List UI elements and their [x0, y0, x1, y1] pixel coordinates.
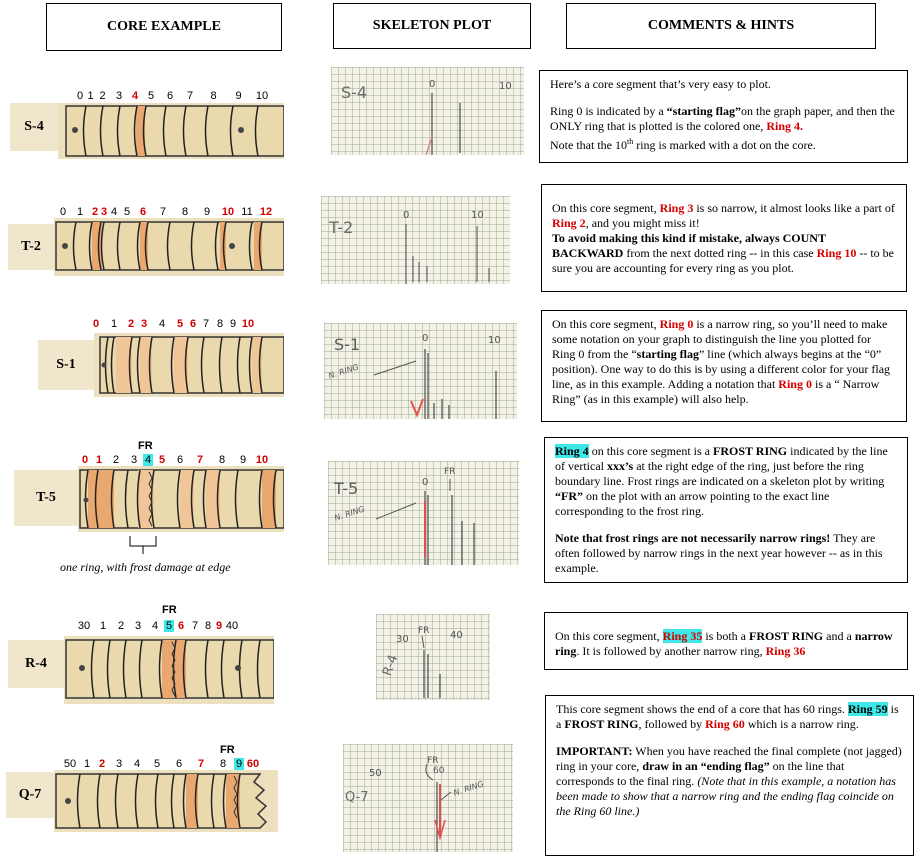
comment-text: is a “ Narrow Ring” (as in this example) will also help. — [552, 377, 880, 406]
ring-num: 11 — [241, 206, 253, 218]
ring-num: 8 — [181, 206, 189, 218]
ring-num: 5 — [165, 620, 173, 632]
ring-numbers-s4 — [75, 90, 273, 102]
core-label-s1: S-1 — [38, 340, 94, 390]
comment-text: To avoid making this kind if mistake — [552, 231, 739, 245]
ring-num: 1 — [83, 758, 91, 770]
plot-lines-s4 — [331, 67, 524, 155]
ring-num: 3 — [115, 90, 123, 102]
plot-note: N. RING — [452, 779, 485, 798]
comment-text: FROST RING — [713, 444, 788, 458]
comment-text: Note that frost rings are not necessarily narrow rings! — [555, 531, 831, 545]
plot-num: 0 — [429, 79, 436, 90]
ring-num: 9 — [239, 454, 247, 466]
skeleton-plot-q7 — [343, 744, 513, 852]
ring-num: 5 — [147, 90, 155, 102]
ring-num: 7 — [186, 90, 194, 102]
ring-num: 0 — [92, 318, 100, 330]
ring-num: 8 — [219, 758, 227, 770]
comment-text: Ring 3 — [659, 201, 694, 215]
comment-text: Ring 0 — [659, 317, 694, 331]
ring-num: 6 — [166, 90, 174, 102]
comment-text: , followed by — [638, 717, 706, 731]
ring-num: 10 — [255, 454, 269, 466]
comment-text: Ring 0 is indicated by a — [550, 104, 667, 118]
core-label-t5: T-5 — [14, 470, 78, 526]
plot-label: R-4 — [380, 652, 402, 679]
ring-num: 0 — [81, 454, 89, 466]
ring-num: 2 — [117, 620, 125, 632]
plot-num: 50 — [369, 768, 382, 779]
comment-text: Ring 59 — [847, 702, 888, 716]
core-segment-r4 — [64, 636, 274, 704]
comment-text: which is a narrow ring. — [744, 717, 859, 731]
header-core-example — [46, 3, 282, 51]
skeleton-plot-t5 — [328, 461, 519, 565]
comment-text: -- to be sure you are accounting for every ring as you plot. — [552, 246, 894, 275]
comment-text: ” line (which always begins at the “0” position). One way to do this is by using a different color for your flag line, as in this example. Adding a notation that — [552, 347, 891, 391]
ring-num: 10 — [221, 206, 235, 218]
ring-num: 5 — [123, 206, 131, 218]
comment-text: on the line that corresponds to the final ring. — [556, 759, 845, 788]
comment-text: is so narrow, it almost looks like a part of — [693, 201, 895, 215]
header-core-text: CORE EXAMPLE — [107, 19, 221, 34]
ring-num: 1 — [99, 620, 107, 632]
ring-num: 3 — [140, 318, 148, 330]
ring-num: 5 — [176, 318, 184, 330]
ring-num: 4 — [110, 206, 118, 218]
ring-num: 1 — [76, 206, 84, 218]
ring-num: 9 — [235, 90, 242, 102]
comment-text: “FR” — [555, 489, 583, 503]
plot-num: 10 — [471, 210, 484, 221]
ring-num: 7 — [196, 454, 204, 466]
comment-text: and a — [823, 629, 855, 643]
ring-num: 8 — [210, 90, 217, 102]
ring-numbers-r4 — [74, 620, 240, 632]
plot-num: 0 — [422, 333, 429, 344]
comment-text: , and you might miss it! — [585, 216, 700, 230]
core-segment-q7 — [54, 770, 278, 832]
ring-num: 5 — [153, 758, 161, 770]
core-label-r4: R-4 — [8, 640, 64, 688]
comment-text: On this core segment, — [552, 317, 660, 331]
comment-text: Ring 60 — [705, 717, 745, 731]
plot-lines-t5 — [328, 461, 519, 565]
plot-lines-r4 — [376, 614, 490, 700]
ring-num: 8 — [204, 620, 212, 632]
ring-num: 8 — [216, 318, 224, 330]
comment-text: FROST RING — [749, 629, 824, 643]
ring-num: 6 — [189, 318, 197, 330]
comment-text: (Note that in this example, a notation has been made to show that a narrow ring and the ending flag coincide on the Ring 60 line.) — [556, 774, 896, 818]
ring-numbers-s1 — [89, 318, 257, 330]
header-skeleton-plot — [333, 3, 531, 49]
comment-box-s1 — [541, 310, 907, 422]
ring-num: 50 — [63, 758, 77, 770]
comment-text: is both a — [702, 629, 750, 643]
ring-numbers-q7 — [60, 758, 262, 770]
ring-num: 12 — [259, 206, 273, 218]
ring-num: 6 — [139, 206, 147, 218]
comment-text: xxx’s — [606, 459, 634, 473]
comment-text: draw in an “ending flag” — [642, 759, 770, 773]
comment-text: Ring 36 — [765, 644, 806, 658]
comment-box-r4 — [544, 612, 908, 670]
comment-text: Here’s a core segment that’s very easy to plot. — [550, 77, 771, 91]
ring-num: 5 — [158, 454, 166, 466]
comment-text: Ring 10 — [816, 246, 857, 260]
plot-label: S-1 — [334, 335, 361, 354]
comment-text: is a — [556, 702, 899, 731]
ring-numbers-t5 — [79, 454, 271, 466]
plot-fr: FR — [427, 756, 439, 766]
ring-num: 3 — [134, 620, 142, 632]
bracket-t5 — [128, 536, 158, 556]
ring-num: 0 — [76, 90, 84, 102]
fr-label-q7: FR — [220, 744, 235, 756]
comment-text: Ring 4 — [555, 444, 589, 458]
ring-num: 0 — [59, 206, 67, 218]
skeleton-plot-s4 — [331, 67, 524, 155]
comment-text: starting flag — [636, 347, 699, 361]
ring-num: 6 — [175, 758, 183, 770]
ring-num: 9 — [235, 758, 243, 770]
ring-num: 7 — [202, 318, 210, 330]
plot-num: 60 — [433, 766, 445, 776]
comment-box-t2 — [541, 184, 907, 292]
core-segment-s1 — [94, 333, 284, 397]
ring-numbers-t2 — [56, 206, 276, 218]
plot-num: 10 — [488, 335, 501, 346]
comment-text: IMPORTANT: — [556, 744, 633, 758]
ring-num: 3 — [100, 206, 108, 218]
comment-text: On this core segment, — [552, 201, 660, 215]
comment-text: on the plot with an arrow pointing to the exact line corresponding to the frost ring. — [555, 489, 830, 518]
comment-text: When you have reached the final complete (not jagged) ring in your core, — [556, 744, 902, 773]
comment-box-q7 — [545, 695, 914, 856]
ring-num: 1 — [87, 90, 94, 102]
ring-num: 40 — [225, 620, 239, 632]
comment-text: on the graph paper, and then the ONLY ring that is plotted is the colored one, — [550, 104, 895, 133]
ring-num: 3 — [130, 454, 138, 466]
comment-text: narrow ring — [555, 629, 893, 658]
ring-num: 1 — [95, 454, 103, 466]
plot-num: 30 — [396, 634, 409, 645]
core-label-t2: T-2 — [8, 224, 54, 270]
ring-num: 9 — [215, 620, 223, 632]
skeleton-plot-r4 — [376, 614, 490, 700]
comment-text: at the right edge of the ring, just before the ring boundary line. Frost rings are indicated on a skeleton plot by writing — [555, 459, 885, 488]
core-label-s4: S-4 — [10, 103, 58, 151]
ring-num: 9 — [203, 206, 211, 218]
core-label-q7: Q-7 — [6, 772, 54, 818]
plot-note: N. RING — [327, 362, 360, 381]
ring-num: 7 — [197, 758, 205, 770]
comment-text: is a narrow ring, so you’ll need to make some notation on your graph to distinguish the line you plotted for Ring 0 from the “ — [552, 317, 888, 361]
ring-num: 6 — [176, 454, 184, 466]
comment-box-t5 — [544, 437, 908, 583]
comment-text: FROST RING — [564, 717, 639, 731]
ring-num: 2 — [112, 454, 120, 466]
ring-num: 1 — [110, 318, 118, 330]
comment-text: “starting flag” — [666, 104, 741, 118]
plot-num: 0 — [422, 477, 429, 488]
plot-label: S-4 — [341, 83, 368, 102]
ring-num: 4 — [151, 620, 159, 632]
plot-lines-q7 — [343, 744, 513, 852]
plot-num: 0 — [403, 210, 410, 221]
comment-text: Note that the 10 — [550, 138, 627, 152]
ring-num: 4 — [158, 318, 166, 330]
core-segment-s4 — [58, 103, 284, 159]
comment-text: th — [626, 137, 634, 146]
comment-text: , always COUNT BACKWARD — [552, 231, 826, 260]
ring-num: 6 — [177, 620, 185, 632]
plot-label: T-5 — [334, 479, 359, 498]
comment-text: indicated by the line of vertical — [555, 444, 888, 473]
ring-num: 4 — [133, 758, 141, 770]
comment-text: Ring 4. — [766, 119, 803, 133]
header-comments-text: COMMENTS & HINTS — [647, 18, 795, 33]
core-segment-t5 — [78, 466, 284, 532]
comment-text: on this core segment is a — [588, 444, 713, 458]
comment-text: They are often followed by narrow rings in the next year however -- as in this example. — [555, 531, 883, 575]
comment-text: ring is marked with a dot on the core. — [633, 138, 816, 152]
plot-fr: FR — [418, 626, 430, 636]
comment-text: Ring 0 — [778, 377, 812, 391]
skeleton-plot-s1 — [324, 323, 517, 419]
header-skeleton-text: SKELETON PLOT — [372, 18, 492, 33]
plot-lines-t2 — [321, 196, 510, 284]
comment-text: On this core segment, — [555, 629, 663, 643]
ring-num: 2 — [91, 206, 99, 218]
ring-num: 9 — [229, 318, 237, 330]
plot-num: 40 — [450, 630, 463, 641]
skeleton-plot-t2 — [321, 196, 510, 284]
plot-num: 10 — [499, 81, 512, 92]
comment-text: Ring 35 — [662, 629, 703, 643]
ring-num: 2 — [99, 90, 106, 102]
comment-box-s4 — [539, 70, 908, 163]
ring-num: 7 — [191, 620, 199, 632]
ring-num: 10 — [255, 90, 269, 102]
ring-num: 4 — [131, 90, 139, 102]
ring-num: 10 — [241, 318, 255, 330]
ring-num: 2 — [98, 758, 106, 770]
comment-text: Ring 2 — [552, 216, 586, 230]
ring-num: 30 — [77, 620, 91, 632]
header-comments-hints — [566, 3, 876, 49]
ring-num: 8 — [218, 454, 226, 466]
comment-text: This core segment shows the end of a core that has 60 rings. — [556, 702, 848, 716]
ring-num: 4 — [144, 454, 152, 466]
comment-text: . It is followed by another narrow ring, — [576, 644, 766, 658]
ring-num: 60 — [246, 758, 260, 770]
plot-note: N. RING — [333, 504, 366, 523]
core-segment-t2 — [54, 218, 284, 276]
plot-label: T-2 — [329, 218, 354, 237]
plot-label: Q-7 — [345, 790, 369, 805]
ring-num: 2 — [127, 318, 135, 330]
caption-t5: one ring, with frost damage at edge — [60, 560, 231, 574]
plot-fr: FR — [444, 467, 456, 477]
comment-text: from the next dotted ring -- in this case — [623, 246, 817, 260]
fr-label-r4: FR — [162, 604, 177, 616]
plot-lines-s1 — [324, 323, 517, 419]
fr-label-t5: FR — [138, 440, 153, 452]
ring-num: 7 — [159, 206, 167, 218]
ring-num: 3 — [115, 758, 123, 770]
